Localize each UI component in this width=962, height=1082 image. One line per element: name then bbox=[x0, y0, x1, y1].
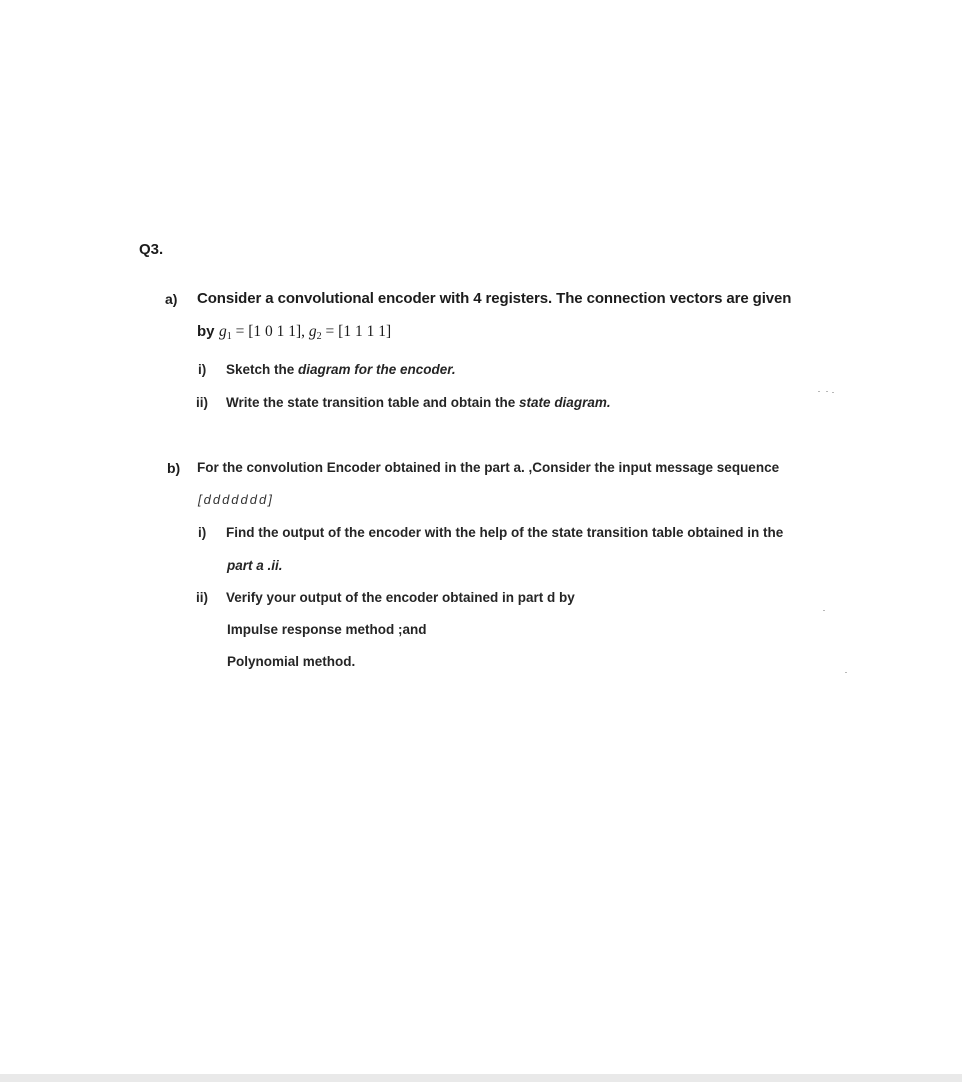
part-a-item-i-marker: i) bbox=[198, 362, 207, 377]
scan-speck bbox=[826, 391, 828, 392]
part-a-item-i-text bbox=[226, 363, 456, 377]
part-a-item-ii-marker: ii) bbox=[196, 395, 208, 410]
part-a-item-i-plain: Sketch the bbox=[226, 362, 299, 377]
part-b-item-i-line1: Find the output of the encoder with the help of the state transition table obtained in the bbox=[226, 525, 784, 540]
by-prefix: by bbox=[197, 323, 215, 340]
part-a-line1: Consider a convolutional encoder with 4 registers. The connection vectors are given bbox=[197, 290, 792, 307]
part-a-item-ii-plain: Write the state transition table and obtain the bbox=[226, 395, 520, 410]
scan-speck bbox=[845, 672, 847, 673]
part-b-item-ii-marker: ii) bbox=[196, 590, 208, 605]
g2-symbol: g bbox=[308, 323, 317, 340]
part-a-item-i-italic: diagram for the encoder. bbox=[298, 362, 456, 377]
part-b-item-ii-line1: Verify your output of the encoder obtained in part d by bbox=[226, 590, 575, 605]
g2-subscript: 2 bbox=[316, 331, 322, 342]
part-b-item-ii-line2: Impulse response method ;and bbox=[227, 622, 427, 637]
g1-symbol: g bbox=[218, 323, 227, 340]
part-a-item-ii-text bbox=[226, 396, 611, 410]
input-sequence: [ddddddd] bbox=[198, 492, 274, 507]
bottom-strip bbox=[0, 1074, 962, 1082]
part-a-marker: a) bbox=[165, 291, 178, 307]
part-b-item-ii-line3: Polynomial method. bbox=[227, 654, 356, 669]
g2-value: = [1 1 1 1] bbox=[321, 323, 392, 340]
part-b-marker: b) bbox=[167, 460, 181, 476]
part-b-item-i-marker: i) bbox=[198, 525, 207, 540]
part-a-vectors bbox=[197, 324, 391, 342]
part-b-line1: For the convolution Encoder obtained in the part a. ,Consider the input message sequence bbox=[197, 460, 780, 475]
scan-speck bbox=[823, 610, 825, 611]
part-a-item-ii-italic: state diagram. bbox=[519, 395, 611, 410]
part-b-item-i-line2: part a .ii. bbox=[227, 558, 283, 573]
g1-subscript: 1 bbox=[226, 331, 232, 342]
scan-speck bbox=[818, 391, 820, 392]
connection-vectors-formula bbox=[219, 323, 391, 340]
scan-speck bbox=[832, 392, 834, 393]
g1-value: = [1 0 1 1], bbox=[231, 323, 306, 340]
question-label: Q3. bbox=[139, 241, 164, 258]
